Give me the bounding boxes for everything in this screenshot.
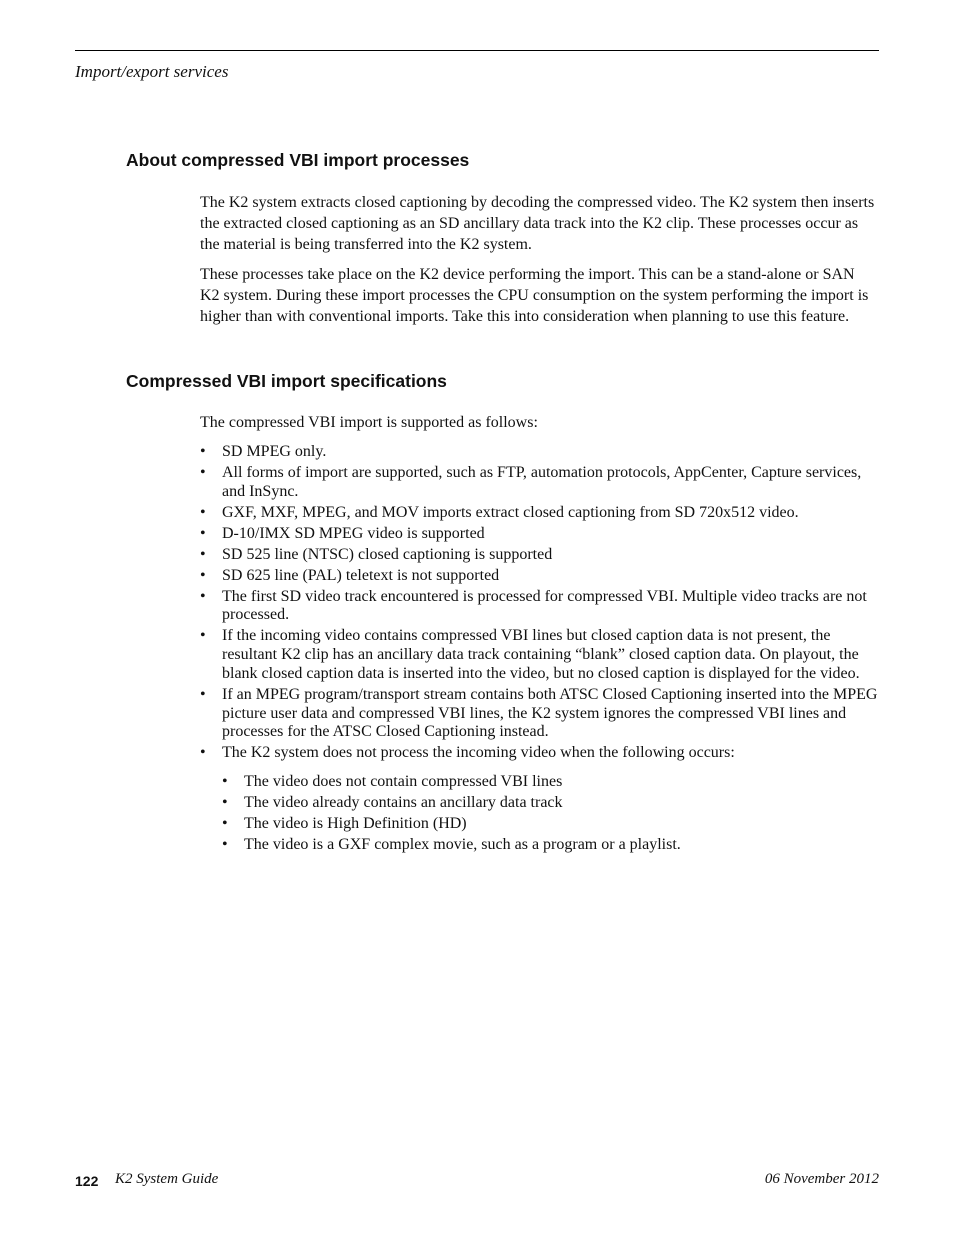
- bullet-icon: •: [200, 685, 206, 703]
- bullet-icon: •: [200, 587, 206, 605]
- list-item: • SD 525 line (NTSC) closed captioning is supported: [200, 545, 553, 563]
- running-head: Import/export services: [75, 62, 229, 81]
- sub-list-item: • The video does not contain compressed VBI lines: [222, 773, 563, 791]
- bullet-icon: •: [200, 442, 206, 460]
- section-heading-about: About compressed VBI import processes: [126, 150, 470, 170]
- paragraph: The K2 system extracts closed captioning by decoding the compressed video. The K2 system then inserts the extracted closed captioning as an SD ancillary data track into the K2 clip. These processes occur as the material is being transferred into the K2 system.: [200, 194, 875, 253]
- list-item: • All forms of import are supported, such as FTP, automation protocols, AppCenter, Capture services, and InSync.: [200, 463, 862, 500]
- guide-title: K2 System Guide: [115, 1171, 219, 1187]
- bullet-icon: •: [200, 503, 206, 521]
- sub-list-item: • The video is a GXF complex movie, such as a program or a playlist.: [222, 835, 681, 853]
- list-item: • The K2 system does not process the incoming video when the following occurs: • The video does not contain compressed VBI lines • The video already contains an ancillary data track • The video is High Definition (HD) • The video is a GXF complex movie, such as a program or a playlist.: [200, 744, 878, 854]
- list-item: • If the incoming video contains compressed VBI lines but closed caption data is not present, the resultant K2 clip has an ancillary data track containing “blank” closed caption data. On playout, the blank closed caption data is inserted into the video, but no closed caption is displayed for the video.: [200, 627, 860, 682]
- list-item: • SD MPEG only.: [200, 442, 327, 460]
- page-number: 122: [75, 1173, 99, 1189]
- spec-bullet-list: [200, 443, 878, 855]
- bullet-icon: •: [200, 627, 206, 645]
- header-rule: [75, 50, 879, 51]
- bullet-icon: •: [200, 744, 206, 762]
- sub-bullet-list: [222, 773, 878, 854]
- list-item: • If an MPEG program/transport stream contains both ATSC Closed Captioning inserted into the MPEG picture user data and compressed VBI lines, the K2 system ignores the compressed VBI lines and processes for the ATSC Closed Captioning instead.: [200, 685, 878, 741]
- paragraph: These processes take place on the K2 device performing the import. This can be a stand-alone or SAN K2 system. During these import processes the CPU consumption on the system performing the import is higher than with conventional imports. Take this into consideration when planning to use this feature.: [200, 266, 869, 325]
- bullet-icon: •: [200, 566, 206, 584]
- list-item: • The first SD video track encountered is processed for compressed VBI. Multiple video tracks are not processed.: [200, 587, 867, 624]
- section-heading-specifications: Compressed VBI import specifications: [126, 371, 447, 391]
- list-item: • GXF, MXF, MPEG, and MOV imports extract closed captioning from SD 720x512 video.: [200, 503, 799, 521]
- publication-date: 06 November 2012: [764, 1171, 879, 1187]
- intro-paragraph: The compressed VBI import is supported as follows:: [200, 414, 538, 431]
- sub-list-item: • The video is High Definition (HD): [222, 815, 467, 833]
- bullet-icon: •: [222, 815, 228, 833]
- section-about-body: [200, 193, 878, 328]
- bullet-icon: •: [222, 794, 228, 812]
- bullet-icon: •: [200, 545, 206, 563]
- list-item: • SD 625 line (PAL) teletext is not supported: [200, 566, 500, 584]
- sub-list-item: • The video already contains an ancillary data track: [222, 794, 563, 812]
- bullet-icon: •: [200, 524, 206, 542]
- section-specifications-body: [200, 413, 878, 857]
- bullet-icon: •: [222, 773, 228, 791]
- list-item: • D-10/IMX SD MPEG video is supported: [200, 524, 485, 542]
- bullet-icon: •: [222, 835, 228, 853]
- bullet-icon: •: [200, 463, 206, 481]
